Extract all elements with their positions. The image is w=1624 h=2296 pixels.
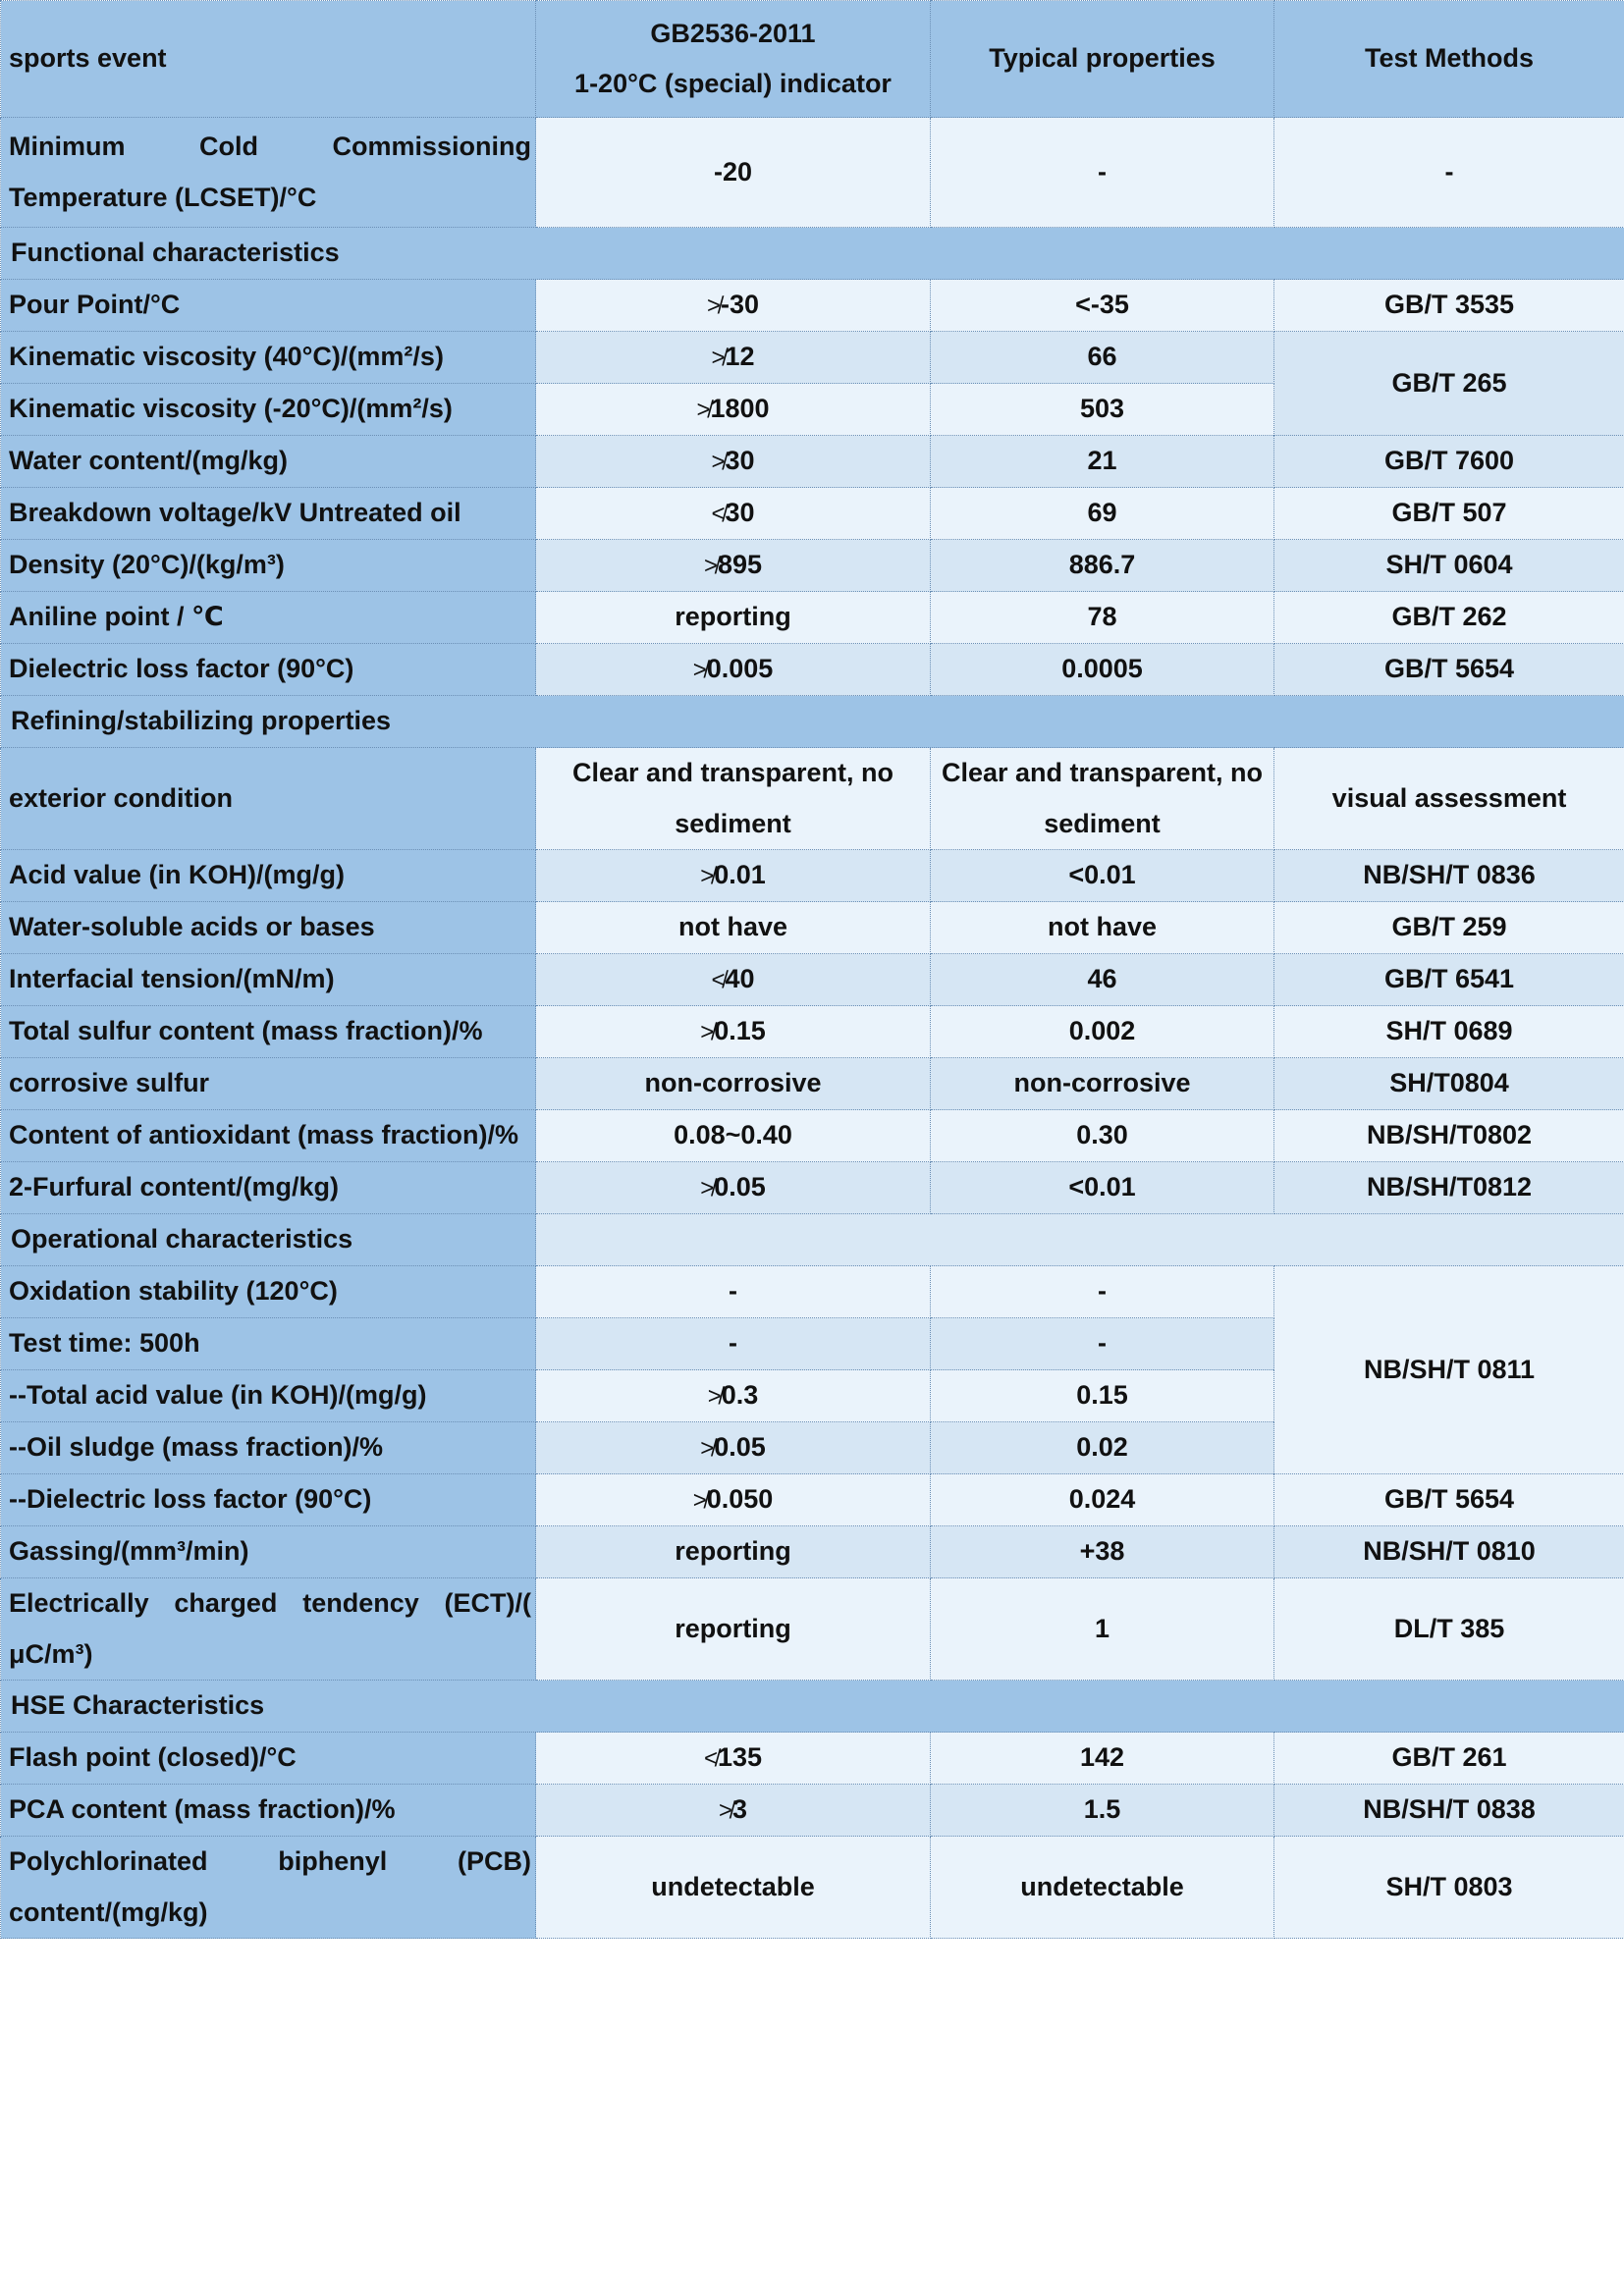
indicator-cell <box>536 954 931 1006</box>
typical-cell: 66 <box>931 332 1274 384</box>
section-functional <box>1 228 1624 280</box>
method-cell: NB/SH/T 0810 <box>1274 1526 1624 1578</box>
indicator-cell <box>536 436 931 488</box>
comparison-symbol: ≮ <box>711 967 726 994</box>
section-hse <box>1 1681 1624 1733</box>
method-cell: GB/T 507 <box>1274 488 1624 540</box>
indicator-value: Clear and transparent, no sediment <box>571 758 894 838</box>
typical-cell: <0.01 <box>931 1162 1274 1214</box>
indicator-cell <box>536 540 931 592</box>
row-name: --Total acid value (in KOH)/(mg/g) <box>1 1370 536 1422</box>
row-name: Electrically charged tendency (ECT)/( μC/m³) <box>1 1578 536 1681</box>
indicator-value: 1800 <box>710 394 770 424</box>
typical-cell: 1.5 <box>931 1785 1274 1837</box>
indicator-cell <box>536 850 931 902</box>
typical-cell: 142 <box>931 1733 1274 1785</box>
table-row <box>1 488 1624 540</box>
row-name: Test time: 500h <box>1 1318 536 1370</box>
method-cell: SH/T 0803 <box>1274 1837 1624 1939</box>
indicator-value: 30 <box>725 446 755 476</box>
row-name: Total sulfur content (mass fraction)/% <box>1 1006 536 1058</box>
header-test-methods: Test Methods <box>1274 1 1624 118</box>
row-name: Polychlorinated biphenyl (PCB) content/(mg/kg) <box>1 1837 536 1939</box>
indicator-cell <box>536 1058 931 1110</box>
method-cell: GB/T 5654 <box>1274 644 1624 696</box>
indicator-value: reporting <box>675 1613 791 1643</box>
comparison-symbol: ≯ <box>696 397 711 424</box>
indicator-value: 3 <box>731 1794 748 1825</box>
indicator-value: 0.08~0.40 <box>674 1120 792 1150</box>
method-cell: NB/SH/T 0811 <box>1274 1266 1624 1474</box>
row-name: Density (20°C)/(kg/m³) <box>1 540 536 592</box>
indicator-value: 135 <box>717 1742 763 1773</box>
table-row <box>1 954 1624 1006</box>
typical-cell: 886.7 <box>931 540 1274 592</box>
table-row <box>1 748 1624 850</box>
row-name: --Oil sludge (mass fraction)/% <box>1 1422 536 1474</box>
header-indicator <box>536 1 931 118</box>
indicator-value: 12 <box>725 342 755 372</box>
indicator-value: - <box>729 1328 737 1359</box>
table-row <box>1 540 1624 592</box>
table-row <box>1 1110 1624 1162</box>
method-cell: SH/T0804 <box>1274 1058 1624 1110</box>
indicator-cell <box>536 644 931 696</box>
typical-cell: 0.15 <box>931 1370 1274 1422</box>
row-name: Kinematic viscosity (40°C)/(mm²/s) <box>1 332 536 384</box>
indicator-cell <box>536 280 931 332</box>
indicator-value: 0.01 <box>714 860 766 890</box>
section-title: HSE Characteristics <box>1 1681 1624 1733</box>
method-cell: GB/T 7600 <box>1274 436 1624 488</box>
header-sports-event: sports event <box>1 1 536 118</box>
row-name: Interfacial tension/(mN/m) <box>1 954 536 1006</box>
typical-cell: <0.01 <box>931 850 1274 902</box>
typical-cell: 0.30 <box>931 1110 1274 1162</box>
indicator-cell <box>536 748 931 850</box>
typical-cell: not have <box>931 902 1274 954</box>
section-title: Refining/stabilizing properties <box>1 696 1624 748</box>
typical-cell: 46 <box>931 954 1274 1006</box>
indicator-cell <box>536 1526 931 1578</box>
typical-cell: non-corrosive <box>931 1058 1274 1110</box>
typical-cell: - <box>931 118 1274 228</box>
table-row <box>1 1733 1624 1785</box>
indicator-cell <box>536 1733 931 1785</box>
row-name: Minimum Cold Commissioning Temperature (LCSET)/°C <box>1 118 536 228</box>
typical-cell: 1 <box>931 1578 1274 1681</box>
section-title: Operational characteristics <box>1 1214 536 1266</box>
section-refining <box>1 696 1624 748</box>
indicator-cell <box>536 902 931 954</box>
indicator-value: 0.15 <box>714 1016 766 1046</box>
method-cell: GB/T 262 <box>1274 592 1624 644</box>
table-row <box>1 850 1624 902</box>
indicator-value: -30 <box>720 290 760 320</box>
table-row <box>1 592 1624 644</box>
indicator-value: undetectable <box>651 1871 815 1901</box>
indicator-cell <box>536 1578 931 1681</box>
method-cell: DL/T 385 <box>1274 1578 1624 1681</box>
typical-cell: 0.002 <box>931 1006 1274 1058</box>
table-row <box>1 332 1624 384</box>
table-row <box>1 1058 1624 1110</box>
indicator-cell <box>536 1318 931 1370</box>
typical-cell: 0.02 <box>931 1422 1274 1474</box>
comparison-symbol: ≯ <box>711 345 726 372</box>
typical-cell: +38 <box>931 1526 1274 1578</box>
indicator-cell <box>536 1474 931 1526</box>
indicator-value: reporting <box>675 602 791 632</box>
row-name: corrosive sulfur <box>1 1058 536 1110</box>
row-name: Oxidation stability (120°C) <box>1 1266 536 1318</box>
method-cell: visual assessment <box>1274 748 1624 850</box>
indicator-value: - <box>729 1276 737 1307</box>
table-row <box>1 280 1624 332</box>
table-row <box>1 436 1624 488</box>
indicator-value: 895 <box>717 550 763 580</box>
comparison-symbol: ≮ <box>703 1745 718 1773</box>
comparison-symbol: ≯ <box>700 1175 715 1202</box>
comparison-symbol: ≯ <box>706 293 721 320</box>
comparison-symbol: ≯ <box>700 863 715 890</box>
row-name: Content of antioxidant (mass fraction)/% <box>1 1110 536 1162</box>
indicator-cell <box>536 1266 931 1318</box>
indicator-value: 40 <box>725 964 755 994</box>
indicator-value: reporting <box>675 1536 791 1567</box>
method-cell: GB/T 259 <box>1274 902 1624 954</box>
row-name: Acid value (in KOH)/(mg/g) <box>1 850 536 902</box>
typical-cell: <-35 <box>931 280 1274 332</box>
indicator-cell <box>536 488 931 540</box>
row-name: exterior condition <box>1 748 536 850</box>
comparison-symbol: ≯ <box>692 1487 707 1515</box>
indicator-cell <box>536 384 931 436</box>
indicator-value: 0.3 <box>721 1380 759 1411</box>
indicator-cell <box>536 1422 931 1474</box>
table-row <box>1 1578 1624 1681</box>
indicator-cell: -20 <box>536 118 931 228</box>
table-row <box>1 1006 1624 1058</box>
typical-cell: 78 <box>931 592 1274 644</box>
method-cell: GB/T 5654 <box>1274 1474 1624 1526</box>
row-name: PCA content (mass fraction)/% <box>1 1785 536 1837</box>
table-row <box>1 1266 1624 1318</box>
method-cell: NB/SH/T 0838 <box>1274 1785 1624 1837</box>
row-name: Aniline point / ℃ <box>1 592 536 644</box>
indicator-cell <box>536 332 931 384</box>
indicator-cell <box>536 1162 931 1214</box>
indicator-cell <box>536 1785 931 1837</box>
comparison-symbol: ≯ <box>700 1019 715 1046</box>
typical-cell: Clear and transparent, no sediment <box>931 748 1274 850</box>
comparison-symbol: ≯ <box>707 1383 722 1411</box>
table-row <box>1 1162 1624 1214</box>
method-cell: NB/SH/T0812 <box>1274 1162 1624 1214</box>
table-row <box>1 902 1624 954</box>
typical-cell: undetectable <box>931 1837 1274 1939</box>
comparison-symbol: ≯ <box>711 449 726 476</box>
table-row <box>1 1837 1624 1939</box>
typical-cell: 21 <box>931 436 1274 488</box>
typical-cell: 0.0005 <box>931 644 1274 696</box>
table-row <box>1 644 1624 696</box>
method-cell: SH/T 0604 <box>1274 540 1624 592</box>
row-name: Water-soluble acids or bases <box>1 902 536 954</box>
indicator-cell <box>536 1370 931 1422</box>
indicator-cell <box>536 1837 931 1939</box>
section-operational <box>1 1214 1624 1266</box>
header-typical: Typical properties <box>931 1 1274 118</box>
table-row-lcset <box>1 118 1624 228</box>
row-name: 2-Furfural content/(mg/kg) <box>1 1162 536 1214</box>
row-name: Flash point (closed)/°C <box>1 1733 536 1785</box>
typical-cell: - <box>931 1318 1274 1370</box>
row-name: Dielectric loss factor (90°C) <box>1 644 536 696</box>
indicator-value: 0.05 <box>714 1432 766 1463</box>
indicator-value: 30 <box>725 498 755 528</box>
method-cell: GB/T 6541 <box>1274 954 1624 1006</box>
typical-cell: 69 <box>931 488 1274 540</box>
row-name: Pour Point/°C <box>1 280 536 332</box>
comparison-symbol: ≮ <box>711 501 726 528</box>
header-indicator-line2: 1-20°C (special) indicator <box>574 69 892 98</box>
comparison-symbol: ≯ <box>718 1797 732 1825</box>
header-row <box>1 1 1624 118</box>
row-name: Breakdown voltage/kV Untreated oil <box>1 488 536 540</box>
comparison-symbol: ≯ <box>700 1435 715 1463</box>
section-title: Functional characteristics <box>1 228 1624 280</box>
indicator-value: non-corrosive <box>644 1068 822 1098</box>
method-cell: NB/SH/T0802 <box>1274 1110 1624 1162</box>
typical-cell: 0.024 <box>931 1474 1274 1526</box>
table-row <box>1 1474 1624 1526</box>
indicator-value: 0.005 <box>706 654 774 684</box>
row-name: Water content/(mg/kg) <box>1 436 536 488</box>
method-cell: GB/T 261 <box>1274 1733 1624 1785</box>
typical-cell: - <box>931 1266 1274 1318</box>
comparison-symbol: ≯ <box>703 553 718 580</box>
method-cell: SH/T 0689 <box>1274 1006 1624 1058</box>
row-name: --Dielectric loss factor (90°C) <box>1 1474 536 1526</box>
indicator-value: 0.05 <box>714 1172 766 1202</box>
typical-cell: 503 <box>931 384 1274 436</box>
header-indicator-line1: GB2536-2011 <box>650 18 816 48</box>
table-row <box>1 1785 1624 1837</box>
indicator-value: 0.050 <box>706 1484 774 1515</box>
row-name: Gassing/(mm³/min) <box>1 1526 536 1578</box>
comparison-symbol: ≯ <box>692 657 707 684</box>
indicator-cell <box>536 592 931 644</box>
method-cell: - <box>1274 118 1624 228</box>
indicator-cell <box>536 1110 931 1162</box>
row-name: Kinematic viscosity (-20°C)/(mm²/s) <box>1 384 536 436</box>
table-row <box>1 1526 1624 1578</box>
method-cell: GB/T 265 <box>1274 332 1624 436</box>
method-cell: NB/SH/T 0836 <box>1274 850 1624 902</box>
indicator-cell <box>536 1006 931 1058</box>
method-cell: GB/T 3535 <box>1274 280 1624 332</box>
indicator-value: not have <box>677 912 788 942</box>
section-fill <box>536 1214 1624 1266</box>
